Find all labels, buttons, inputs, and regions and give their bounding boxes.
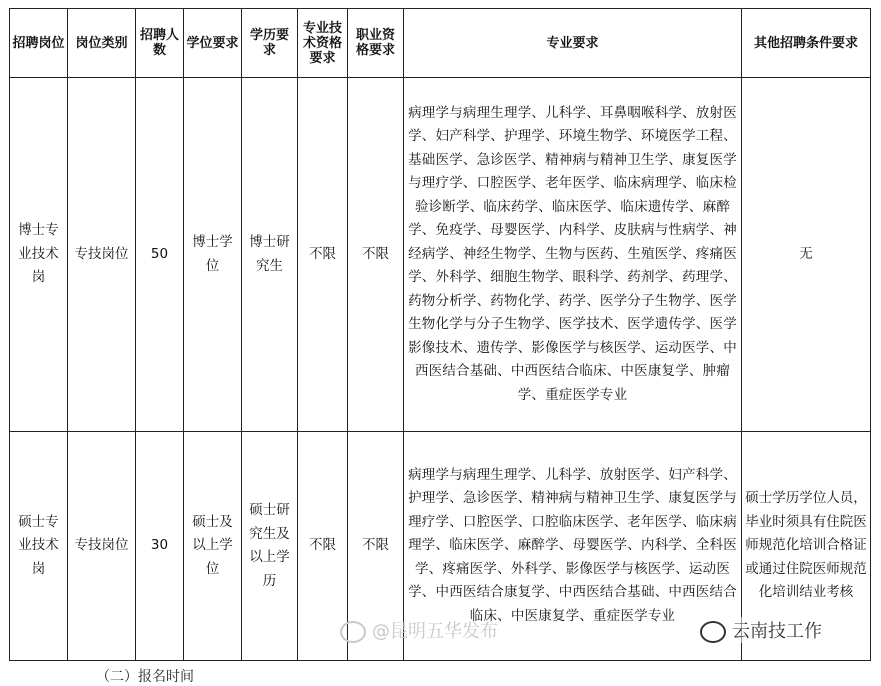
header-tech-qualification: 专业技术资格要求 [298,9,348,78]
cell-tech-qualification: 不限 [298,78,348,432]
cell-education: 博士研究生 [242,78,298,432]
header-education: 学历要求 [242,9,298,78]
cell-post: 博士专业技术岗 [10,78,68,432]
wechat-icon [700,621,726,643]
cell-vocational-qualification: 不限 [348,432,404,661]
cell-count: 30 [136,432,184,661]
cell-other: 无 [742,78,871,432]
header-count: 招聘人数 [136,9,184,78]
cell-education: 硕士研究生及以上学历 [242,432,298,661]
section-heading-partial: （二）报名时间 [96,669,194,685]
header-category: 岗位类别 [68,9,136,78]
cell-post: 硕士专业技术岗 [10,432,68,661]
cell-count: 50 [136,78,184,432]
cell-majors: 病理学与病理生理学、儿科学、放射医学、妇产科学、护理学、急诊医学、精神病与精神卫生学、康复医学与理疗学、口腔医学、口腔临床医学、老年医学、临床病理学、临床医学、麻醉学、母婴医学、内科学、全科医学、疼痛医学、外科学、影像医学与核医学、运动医学、中西医结合康复学、中西医结合基础、中西医结合临床、中医康复学、重症医学专业 [404,432,742,661]
cell-other: 硕士学历学位人员，毕业时须具有住院医师规范化培训合格证或通过住院医师规范化培训结业考核 [742,432,871,661]
cell-majors: 病理学与病理生理学、儿科学、耳鼻咽喉科学、放射医学、妇产科学、护理学、环境生物学、环境医学工程、基础医学、急诊医学、精神病与精神卫生学、康复医学与理疗学、口腔医学、老年医学、临床病理学、临床检验诊断学、临床药学、临床医学、临床遗传学、麻醉学、免疫学、母婴医学、内科学、皮肤病与性病学、神经病学、神经生物学、生物与医药、生殖医学、疼痛医学、外科学、细胞生物学、眼科学、药剂学、药理学、药物分析学、药物化学、药学、医学分子生物学、医学生物化学与分子生物学、医学技术、医学遗传学、医学影像技术、遗传学、影像医学与核医学、运动医学、中西医结合基础、中西医结合临床、中医康复学、肿瘤学、重症医学专业 [404,78,742,432]
header-majors: 专业要求 [404,9,742,78]
cell-category: 专技岗位 [68,432,136,661]
wechat-watermark [700,617,822,643]
wechat-watermark-text: 云南技工作 [732,621,822,642]
cell-category: 专技岗位 [68,78,136,432]
cell-degree: 硕士及以上学位 [184,432,242,661]
cell-tech-qualification: 不限 [298,432,348,661]
cell-degree: 博士学位 [184,78,242,432]
table-header-row [10,9,871,78]
weibo-icon [340,621,366,643]
weibo-watermark [340,617,498,643]
header-degree: 学位要求 [184,9,242,78]
cell-vocational-qualification: 不限 [348,78,404,432]
header-other: 其他招聘条件要求 [742,9,871,78]
header-post: 招聘岗位 [10,9,68,78]
recruitment-table [9,8,871,661]
header-vocational-qualification: 职业资格要求 [348,9,404,78]
table-row [10,78,871,432]
weibo-watermark-text: @昆明五华发布 [372,621,498,642]
